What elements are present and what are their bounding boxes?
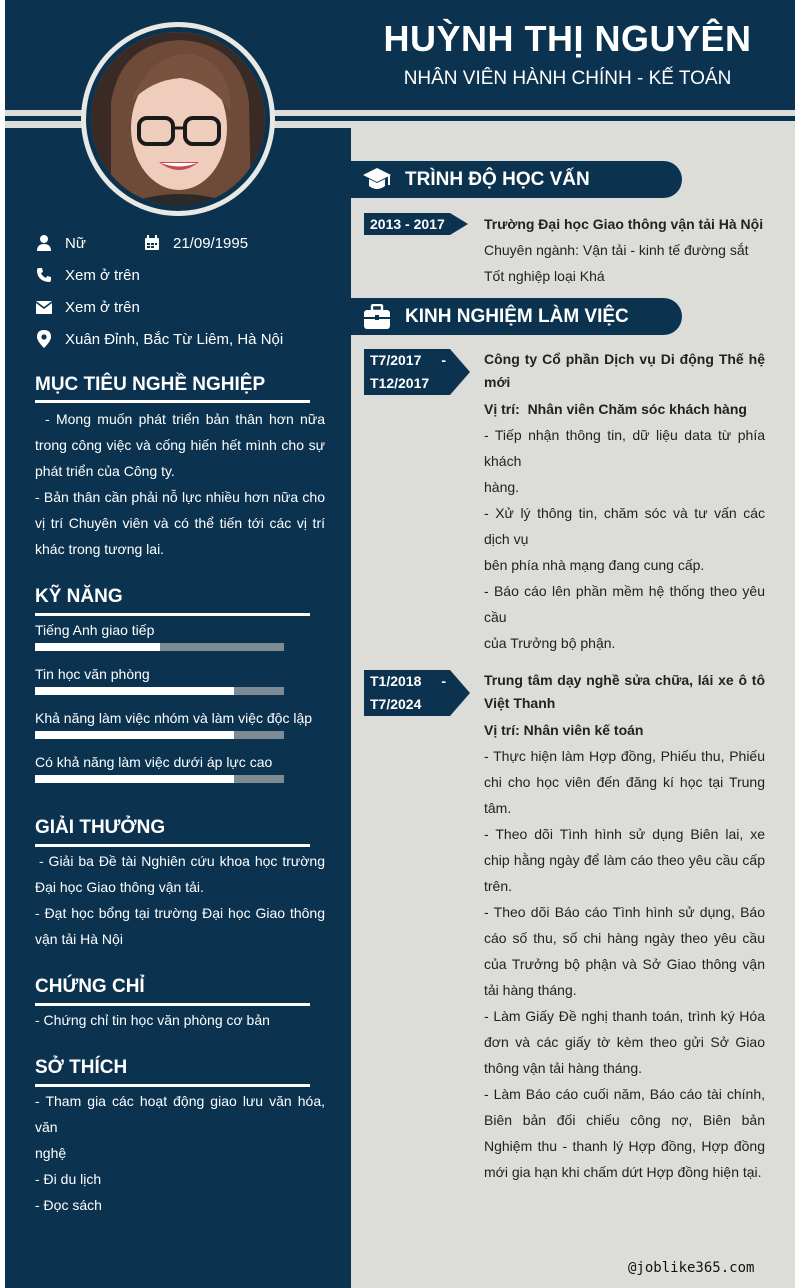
job-line: - Báo cáo lên phần mềm hệ thống theo yêu cầu [484,583,765,625]
job-line: - Tiếp nhận thông tin, dữ liệu data từ phía khách [484,427,765,469]
person-icon [35,234,53,252]
education-grade: Tốt nghiệp loại Khá [484,268,605,284]
job-line: - Theo dõi Báo cáo Tình hình sử dụng, Báo cáo số thu, số chi hàng ngày theo yêu cầu của Trưởng bộ phận và Sở Giao thông vận tải hàng tháng. [484,904,765,998]
skill-fill [35,731,234,739]
address-row [35,330,283,348]
job-line: của Trưởng bộ phận. [484,635,616,651]
education-band [351,161,682,198]
job-line: - Theo dõi Tình hình sử dụng Biên lai, xe chip hằng ngày để làm cáo theo yêu cầu cấp trên. [484,826,765,894]
awards-text [35,848,325,952]
certificates-text [35,1007,325,1033]
job-position-label: Vị trí: [484,401,520,417]
skill-name: Có khả năng làm việc dưới áp lực cao [35,754,273,770]
hobby-line: - Đọc sách [35,1197,102,1213]
certificates-heading: CHỨNG CHỈ [35,976,145,997]
email-value: Xem ở trên [65,298,140,316]
awards-rule [35,844,310,847]
birthday-row [143,234,248,252]
job-line: - Làm Giấy Đề nghị thanh toán, trình ký Hóa đơn và các giấy tờ kèm theo gửi Sở Giao thông vận tải hàng tháng. [484,1008,765,1076]
objective-line: - Bản thân cần phải nỗ lực nhiều hơn nữa cho vị trí Chuyên viên và có thể tiến tới các vị trí khác trong tương lai. [35,489,325,557]
job-position-row [484,717,765,743]
education-heading: TRÌNH ĐỘ HỌC VẤN [405,169,590,190]
email-row [35,298,140,316]
hobbies-heading: SỞ THÍCH [35,1057,128,1078]
skill-fill [35,775,234,783]
job-date-end: T7/2024 [370,696,422,712]
job-date-start: T1/2018 [370,673,422,689]
phone-value: Xem ở trên [65,266,140,284]
skills-heading: KỸ NĂNG [35,586,123,607]
objective-rule [35,400,310,403]
skill-bar [35,775,284,783]
avatar [91,32,265,206]
award-line: - Đạt học bổng tại trường Đại học Giao thông vận tải Hà Nội [35,905,325,947]
skill-name: Tiếng Anh giao tiếp [35,622,155,638]
address-value: Xuân Đỉnh, Bắc Từ Liêm, Hà Nội [65,330,284,348]
watermark-text: @joblike365.com [628,1260,755,1276]
job-position: Nhân viên kế toán [523,722,644,738]
job-date-end: T12/2017 [370,375,430,391]
awards-heading: GIẢI THƯỞNG [35,817,166,838]
gender-row [35,234,86,252]
skill-fill [35,687,234,695]
graduation-cap-icon [363,167,391,193]
skill-bar [35,687,284,695]
skill-fill [35,643,160,651]
award-line: - Giải ba Đề tài Nghiên cứu khoa học trường Đại học Giao thông vận tải. [35,853,325,895]
briefcase-icon [363,304,391,330]
cv-page [5,0,795,1288]
avatar-photo [91,32,265,206]
certificate-line: - Chứng chỉ tin học văn phòng cơ bản [35,1012,270,1028]
experience-band [351,298,682,335]
education-date-tag [364,213,450,235]
job-position: Nhân viên Chăm sóc khách hàng [527,401,747,417]
hobbies-rule [35,1084,310,1087]
skill-name: Khả năng làm việc nhóm và làm việc độc lập [35,710,313,726]
skill-bar [35,643,284,651]
education-major: Chuyên ngành: Vận tải - kinh tế đường sắt [484,242,749,258]
objective-heading: MỤC TIÊU NGHỀ NGHIỆP [35,374,266,395]
skill-bar [35,731,284,739]
hobby-line: nghệ [35,1145,67,1161]
calendar-icon [143,234,161,252]
education-school: Trường Đại học Giao thông vận tải Hà Nội [484,216,764,232]
gender-value: Nữ [65,234,86,252]
job-date-sep: - [441,352,446,368]
envelope-icon [35,298,53,316]
job-company: Trung tâm dạy nghề sửa chữa, lái xe ô tô Việt Thanh [484,672,765,711]
hobby-line: - Tham gia các hoạt động giao lưu văn hóa, văn [35,1093,325,1135]
job-line: bên phía nhà mạng đang cung cấp. [484,557,705,573]
job-details [484,669,765,1185]
job-date-tag [364,670,450,716]
job-date-sep: - [441,673,446,689]
job-position-row [484,396,765,422]
education-date: 2013 - 2017 [370,216,445,232]
job-details [484,348,765,656]
location-pin-icon [35,330,53,348]
education-details [484,211,765,289]
job-company: Công ty Cổ phần Dịch vụ Di động Thế hệ mới [484,351,765,390]
job-line: hàng. [484,479,520,495]
experience-heading: KINH NGHIỆM LÀM VIỆC [405,306,629,327]
hobbies-text [35,1088,325,1218]
job-position-label: Vị trí: [484,722,520,738]
certificates-rule [35,1003,310,1006]
job-date-row [370,670,450,693]
job-line: - Thực hiện làm Hợp đồng, Phiếu thu, Phiếu chi cho học viên đến đăng kí học tại Trung tâm. [484,748,765,816]
job-line: - Làm Báo cáo cuối năm, Báo cáo tài chính, Biên bản đối chiếu công nợ, Biên bản Nghiệm thu - thanh lý Hợp đồng, Hợp đồng mới gia hạn khi chấm dứt Hợp đồng hiện tại. [484,1086,765,1180]
job-date-row [370,349,450,372]
hobby-line: - Đi du lịch [35,1171,102,1187]
job-date-tag [364,349,450,395]
objective-text [35,406,325,562]
job-line: - Xử lý thông tin, chăm sóc và tư vấn các dịch vụ [484,505,765,547]
skill-name: Tin học văn phòng [35,666,150,682]
birthday-value: 21/09/1995 [173,234,249,252]
objective-line: - Mong muốn phát triển bản thân hơn nữa trong công việc và cống hiến hết mình cho sự phát triển của Công ty. [35,411,325,479]
candidate-name: HUỲNH THỊ NGUYÊN [383,18,752,59]
candidate-title: NHÂN VIÊN HÀNH CHÍNH - KẾ TOÁN [403,68,732,89]
phone-row [35,266,140,284]
phone-icon [35,266,53,284]
skills-rule [35,613,310,616]
job-date-start: T7/2017 [370,352,422,368]
